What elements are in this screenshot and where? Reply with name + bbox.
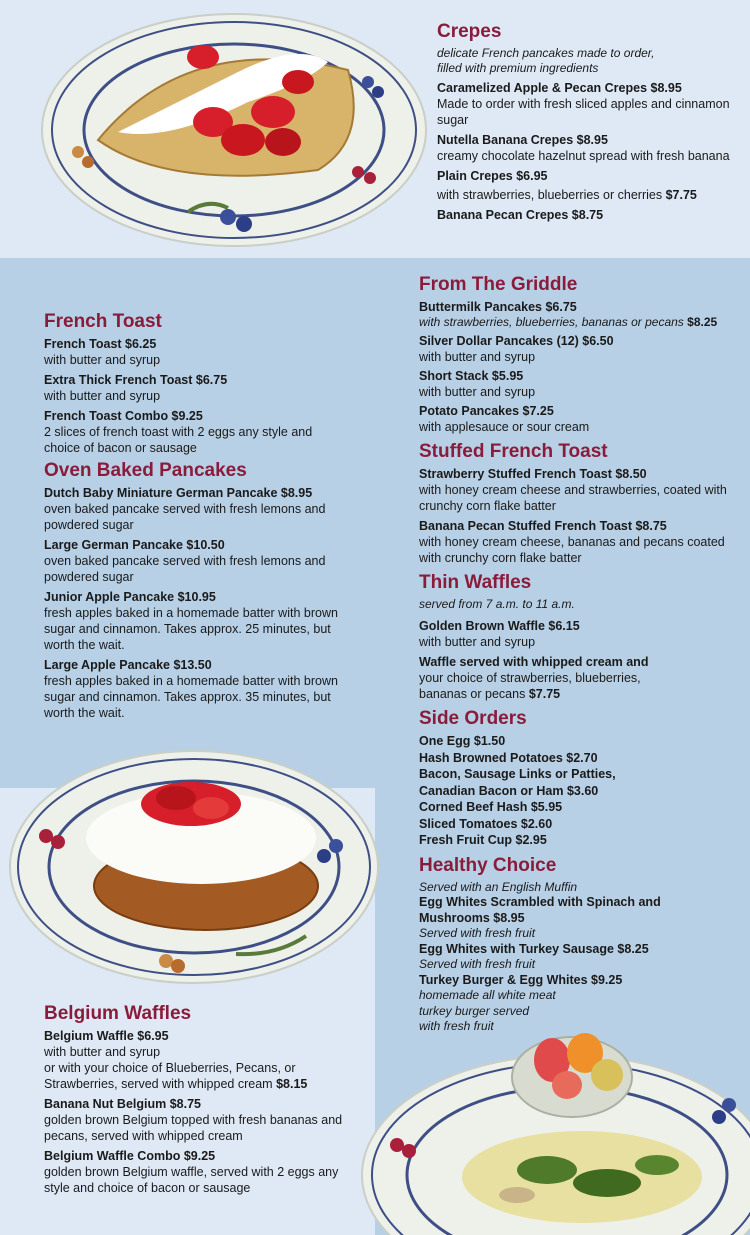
thin-waffles-title: Thin Waffles <box>419 571 532 593</box>
healthy-title: Healthy Choice <box>419 854 557 876</box>
item-price: $7.75 <box>665 188 697 202</box>
menu-item <box>419 466 744 514</box>
menu-item <box>419 299 744 331</box>
side-order-line: Fresh Fruit Cup $2.95 <box>419 833 547 847</box>
item-name: Junior Apple Pancake $10.95 <box>44 590 216 604</box>
healthy-item: Egg Whites Scrambled with Spinach and <box>419 895 661 909</box>
healthy-note: with fresh fruit <box>419 1019 494 1033</box>
item-desc: Made to order with fresh sliced apples and cinnamon sugar <box>437 97 730 127</box>
item-name: Waffle served with whipped cream and <box>419 655 649 669</box>
menu-item <box>44 372 339 404</box>
item-desc <box>419 315 744 331</box>
item-name: Nutella Banana Crepes $8.95 <box>437 133 608 147</box>
item-name: Belgium Waffle Combo $9.25 <box>44 1149 216 1163</box>
menu-item <box>419 618 744 650</box>
item-desc: with honey cream cheese and strawberries, coated with crunchy corn flake batter <box>419 482 727 513</box>
item-name: French Toast $6.25 <box>44 337 157 351</box>
belgium-waffle-plate-photo <box>6 746 382 988</box>
oven-baked-title: Oven Baked Pancakes <box>44 460 247 481</box>
healthy-note: turkey burger served <box>419 1003 530 1018</box>
item-desc-text: bananas or pecans <box>419 687 526 701</box>
item-name: Buttermilk Pancakes $6.75 <box>419 300 577 314</box>
item-name: Potato Pancakes $7.25 <box>419 403 554 418</box>
menu-item <box>44 1096 344 1144</box>
item-desc-text: with strawberries, blueberries or cherries <box>437 188 663 202</box>
crepes-section <box>437 21 742 227</box>
item-desc: with butter and syrup <box>419 349 536 364</box>
item-desc-text: Strawberries, served with whipped cream <box>44 1077 273 1091</box>
item-desc: oven baked pancake served with fresh lemons and powdered sugar <box>44 554 326 584</box>
item-price: $8.25 <box>687 315 718 329</box>
item-name: Extra Thick French Toast $6.75 <box>44 373 228 387</box>
menu-item <box>419 518 744 566</box>
menu-item <box>44 589 339 653</box>
item-name: Golden Brown Waffle $6.15 <box>419 619 580 633</box>
menu-item <box>44 1148 344 1196</box>
menu-item <box>44 408 339 456</box>
item-desc: golden brown Belgium waffle, served with 2 eggs any style and choice of bacon or sausage <box>44 1165 339 1195</box>
item-desc: with butter and syrup <box>419 384 536 399</box>
item-desc: with honey cream cheese, bananas and pecans coated with crunchy corn flake batter <box>419 534 725 565</box>
menu-item <box>44 537 339 585</box>
side-order-line: Corned Beef Hash $5.95 <box>419 800 563 814</box>
item-name: Short Stack $5.95 <box>419 368 524 383</box>
item-name: Banana Nut Belgium $8.75 <box>44 1097 201 1111</box>
side-order-line: Canadian Bacon or Ham $3.60 <box>419 783 599 798</box>
healthy-note: homemade all white meat <box>419 988 556 1002</box>
menu-item <box>44 336 339 368</box>
menu-item <box>419 368 744 400</box>
item-desc <box>44 1076 344 1092</box>
item-name: Strawberry Stuffed French Toast $8.50 <box>419 466 647 481</box>
belgium-title: Belgium Waffles <box>44 1003 192 1024</box>
item-name: Banana Pecan Stuffed French Toast $8.75 <box>419 518 667 533</box>
item-desc <box>419 686 744 702</box>
item-desc: with butter and syrup <box>419 635 536 649</box>
menu-item <box>437 168 742 203</box>
item-name: Silver Dollar Pancakes (12) $6.50 <box>419 333 614 348</box>
healthy-plate-photo <box>357 1005 750 1235</box>
item-desc: with butter and syrup <box>44 353 161 367</box>
item-price: $7.75 <box>528 687 561 701</box>
side-order-line: Sliced Tomatoes $2.60 <box>419 816 553 831</box>
item-desc: creamy chocolate hazelnut spread with fresh banana <box>437 149 730 163</box>
menu-item <box>437 207 742 223</box>
menu-item <box>419 403 744 435</box>
side-order-line: One Egg $1.50 <box>419 734 506 748</box>
item-desc: fresh apples baked in a homemade batter with brown sugar and cinnamon. Takes approx. 35 minutes, but worth the wait. <box>44 674 338 720</box>
crepes-subtitle-line-1: delicate French pancakes made to order, <box>437 46 655 60</box>
griddle-title: From The Griddle <box>419 274 578 295</box>
french-toast-title: French Toast <box>44 311 162 332</box>
healthy-note: Served with fresh fruit <box>419 926 536 940</box>
side-orders-title: Side Orders <box>419 708 527 729</box>
item-name: Caramelized Apple & Pecan Crepes $8.95 <box>437 81 682 95</box>
menu-item <box>419 333 744 365</box>
item-desc: your choice of strawberries, blueberries, <box>419 671 641 685</box>
item-name: French Toast Combo $9.25 <box>44 409 203 423</box>
crepe-plate-photo <box>38 12 430 252</box>
menu-item <box>44 1028 344 1092</box>
item-desc <box>437 187 742 203</box>
thin-waffles-subtitle: served from 7 a.m. to 11 a.m. <box>419 596 575 611</box>
menu-item <box>437 132 742 164</box>
menu-item <box>44 485 339 533</box>
healthy-item: Egg Whites with Turkey Sausage $8.25 <box>419 941 649 956</box>
item-desc: with applesauce or sour cream <box>419 419 590 434</box>
healthy-note: Served with an English Muffin <box>419 879 578 894</box>
side-orders-list <box>419 733 744 849</box>
item-desc: with butter and syrup <box>44 1045 161 1059</box>
item-name: Plain Crepes $6.95 <box>437 169 548 183</box>
item-desc: 2 slices of french toast with 2 eggs any style and choice of bacon or sausage <box>44 425 313 455</box>
item-name: Banana Pecan Crepes $8.75 <box>437 208 604 222</box>
item-price: $8.15 <box>276 1077 308 1091</box>
side-order-line: Bacon, Sausage Links or Patties, <box>419 767 616 781</box>
item-name: Dutch Baby Miniature German Pancake $8.95 <box>44 486 313 500</box>
item-desc: oven baked pancake served with fresh lemons and powdered sugar <box>44 502 326 532</box>
side-order-line: Hash Browned Potatoes $2.70 <box>419 750 598 765</box>
item-desc-text: with strawberries, blueberries, bananas or pecans <box>419 315 684 329</box>
item-name: Belgium Waffle $6.95 <box>44 1029 169 1043</box>
french-toast-section <box>44 311 339 725</box>
crepes-title: Crepes <box>437 21 502 42</box>
healthy-item: Mushrooms $8.95 <box>419 910 525 925</box>
menu-item <box>437 80 742 128</box>
item-desc: or with your choice of Blueberries, Pecans, or <box>44 1061 296 1075</box>
item-desc: fresh apples baked in a homemade batter with brown sugar and cinnamon. Takes approx. 25 minutes, but worth the wait. <box>44 606 338 652</box>
healthy-item: Turkey Burger & Egg Whites $9.25 <box>419 972 623 987</box>
menu-item <box>419 654 744 702</box>
item-name: Large Apple Pancake $13.50 <box>44 658 212 672</box>
item-desc: golden brown Belgium topped with fresh bananas and pecans, served with whipped cream <box>44 1113 343 1143</box>
griddle-section <box>419 274 744 1035</box>
stuffed-title: Stuffed French Toast <box>419 440 608 462</box>
healthy-note: Served with fresh fruit <box>419 957 536 971</box>
item-name: Large German Pancake $10.50 <box>44 538 225 552</box>
item-desc: with butter and syrup <box>44 389 161 403</box>
crepes-subtitle-line-2: filled with premium ingredients <box>437 61 599 75</box>
menu-item <box>44 657 339 721</box>
belgium-section <box>44 1003 344 1200</box>
